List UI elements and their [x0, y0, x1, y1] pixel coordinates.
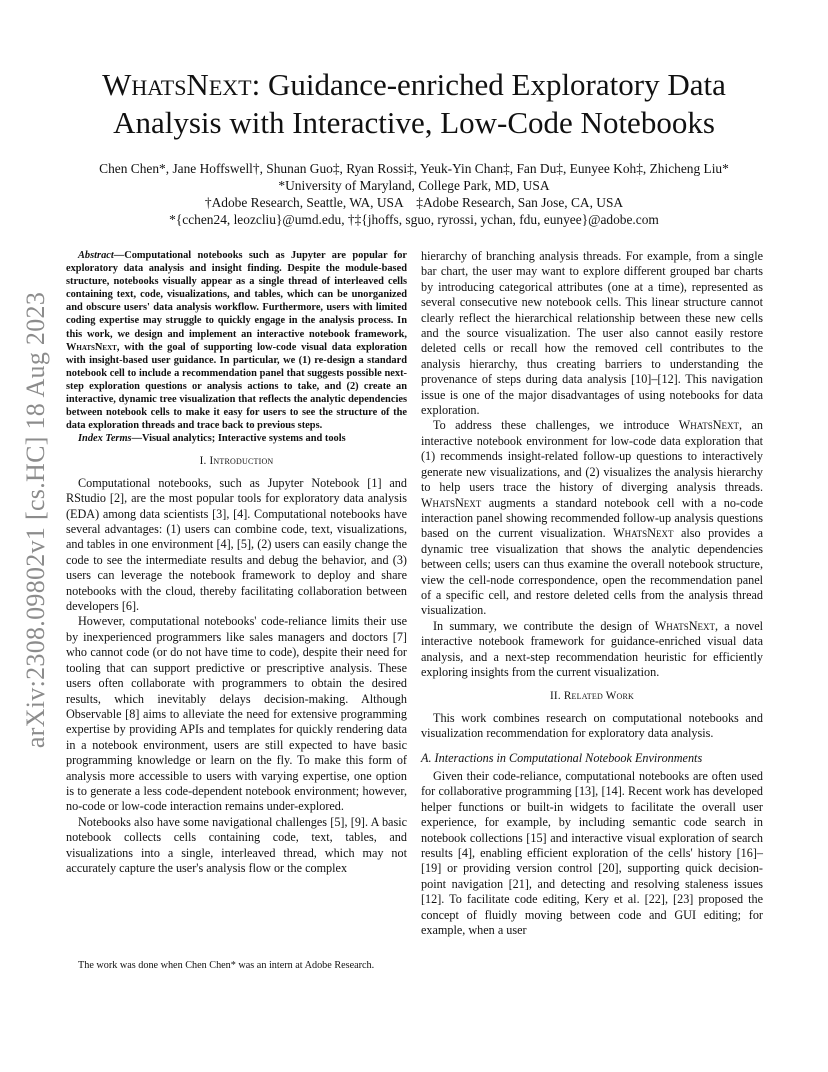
paper-title: WhatsNext: Guidance-enriched Exploratory Data Analysis with Interactive, Low-Code Notebooks: [102, 67, 726, 140]
related-paragraph-1: This work combines research on computational notebooks and visualization recommendation for exploratory data analysis.: [421, 710, 763, 741]
section-heading-introduction: I. Introduction: [199, 455, 274, 468]
intro-paragraph-6: In summary, we contribute the design of WhatsNext, a novel interactive notebook framework for guidance-enriched visual data analysis, and a next-step recommendation heuristic for efficiently exploring insights from the current visualization.: [421, 618, 763, 679]
section-heading-related-work: II. Related Work: [550, 690, 634, 703]
arxiv-identifier: arXiv:2308.09802v1 [cs.HC] 18 Aug 2023: [21, 291, 50, 749]
index-terms: Index Terms—Visual analytics; Interactive systems and tools: [78, 433, 346, 445]
right-column: [421, 249, 763, 938]
author-block: [60, 160, 768, 228]
intro-paragraph-5: To address these challenges, we introduce WhatsNext, an interactive notebook environment for low-code data exploration that (1) recommends insight-related follow-up questions to interactively generate new visualizations, and (2) visualizes the analysis hierarchy to help users trace the history of diverging analysis threads. WhatsNext augments a standard notebook cell with a no-code interaction panel showing recommended follow-up analysis questions based on the current visualization. WhatsNext also provides a dynamic tree visualization that shows the analytic dependencies between cells; users can thus examine the overall notebook structure, view the cell-node correspondence, open the recommendation panel of a specific cell, and restore deleted cells from the analysis thread visualization.: [421, 418, 763, 618]
subsection-heading-a: A. Interactions in Computational Notebook Environments: [421, 750, 703, 765]
affiliation-umd: *University of Maryland, College Park, MD, USA: [278, 178, 550, 193]
abstract: Abstract—Computational notebooks such as Jupyter are popular for exploratory data analysis and insight finding. Despite the module-based structure, notebooks visually appear as a single thread of interleaved cells containing text, code, visualizations, and tables, which can be unorganized and obscure users' data analysis workflow. Furthermore, users with limited coding expertise may struggle to quickly engage in the analysis process. In this work, we design and implement an interactive notebook framework, WhatsNext, with the goal of supporting low-code visual data exploration with insight-based user guidance. In particular, we (1) re-design a standard notebook cell to include a recommendation panel that suggests possible next-step exploration questions or analysis actions to take, and (2) create an interactive, dynamic tree visualization that reflects the analytic dependencies between notebook cells to make it easy for users to see the structure of the data exploration threads and trace back to previous steps.: [66, 250, 407, 432]
intro-paragraph-4: hierarchy of branching analysis threads. For example, from a single bar chart, the user may want to explore different grouped bar charts by introducing categorical attributes (one at a time), represented as several consecutive new notebook cells. This linear structure cannot clearly reflect the hierarchical relationship between these new cells and the source visualization. The user also cannot easily restore deleted cells or recall how the removed cell contributes to the analysis hierarchy, thus creating barriers to understanding the provenance of steps during data analysis [10]–[12]. This navigation issue is one of the major disadvantages of using notebooks for data exploration.: [421, 249, 763, 418]
footnote: The work was done when Chen Chen* was an intern at Adobe Research.: [78, 960, 375, 971]
intro-paragraph-2: However, computational notebooks' code-reliance limits their use by inexperienced programmers like sales managers and doctors [7] who cannot code (or do not have time to code), despite their need for tooling that can support predictive or prescriptive analysis. These users often collaborate with programmers to obtain the desired results, which inevitably delays decision-making. Although Observable [8] aims to alleviate the need for extensive programming expertise by providing APIs and templates for quickly rendering data in a notebook environment, users are still expected to have basic programming knowledge or learn on the fly. To make this form of analysis more accessible to users with varying expertise, one option is to generate a less code-dependent notebook environment; however, no-code or low-code interaction remains under-explored.: [66, 614, 407, 814]
intro-paragraph-1: Computational notebooks, such as Jupyter Notebook [1] and RStudio [2], are the most popular tools for exploratory data analysis (EDA) among data scientists [3], [4]. Computational notebooks have several advantages: (1) users can combine code, text, visualizations, and tables in one environment [4], [5], (2) users can easily change the code to see the intermediate results and debug the behavior, and (3) users can leverage the notebook framework to deploy and share notebooks with the cloud, thereby facilitating collaboration between developers [6].: [66, 475, 407, 614]
left-column: [66, 249, 407, 876]
author-list: Chen Chen*, Jane Hoffswell†, Shunan Guo‡, Ryan Rossi‡, Yeuk-Yin Chan‡, Fan Du‡, Eunyee Koh‡, Zhicheng Liu*: [99, 161, 729, 176]
system-name: WhatsNext: [102, 67, 252, 102]
author-emails: *{cchen24, leozcliu}@umd.edu, †‡{jhoffs, sguo, ryrossi, ychan, fdu, eunyee}@adobe.com: [169, 212, 659, 227]
related-paragraph-2: Given their code-reliance, computational notebooks are often used for collaborative programming [13], [14]. Recent work has developed helper functions or built-in widgets to facilitate the overall user experience, for example, by including semantic code search in notebook collections [15] and interactive visual exploration of search results [4], enabling efficient exploration of the cells' history [16]–[19] or providing version control [20], supporting quick decision-point navigation [21], and detecting and resolving staleness issues [12]. To facilitate code editing, Kery et al. [22], [23] proposed the concept of fluidly moving between code and GUI editing; for example, when a user: [421, 769, 763, 938]
affiliation-adobe: †Adobe Research, Seattle, WA, USA ‡Adobe Research, San Jose, CA, USA: [204, 195, 624, 210]
intro-paragraph-3: Notebooks also have some navigational challenges [5], [9]. A basic notebook collects cells containing code, text, tables, and visualizations into a single, interleaved thread, which may not accurately capture the user's analysis flow or the complex: [66, 814, 407, 875]
